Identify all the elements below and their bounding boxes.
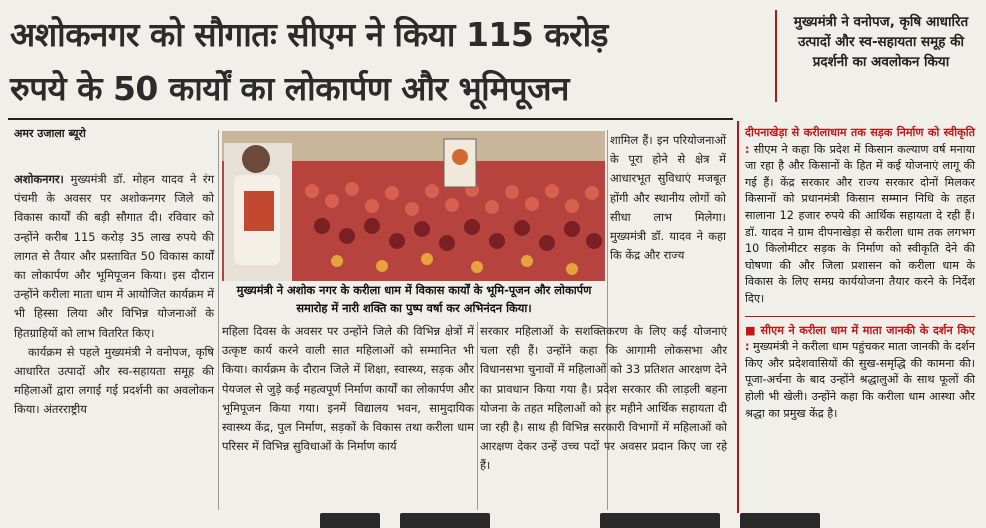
box-subhead-2: सीएम ने करीला धाम में माता जानकी के दर्शन किए : xyxy=(745,323,975,354)
article-column-2: महिला दिवस के अवसर पर उन्होंने जिले की विभिन्न क्षेत्रों में उत्कृष्ट कार्य करने वाली सात महिलाओं को सम्मानित भी किया। कार्यक्रम के दौरान जिले में शिक्षा, स्वास्थ्य, सड़क और पेयजल से जुड़े कई महत्वपूर्ण निर्माण कार्यों का लोकार्पण और भूमिपूजन किया गया। इनमें विद्यालय भवन, सामुदायिक स्वास्थ्य केंद्र, पुल निर्माण, सड़कों के विकास तथा करीला धाम परिसर में विभिन्न सुविधाओं के निर्माण कार्य xyxy=(222,324,474,454)
sidebar-box-content xyxy=(745,125,975,422)
fragment-mark-1 xyxy=(320,513,380,528)
byline: अमर उजाला ब्यूरो xyxy=(14,127,86,140)
column-rule-1 xyxy=(218,130,219,510)
next-headline-fragment xyxy=(0,513,986,528)
side-headline: मुख्यमंत्री ने वनोपज, कृषि आधारित उत्पादों और स्व-सहायता समूह की प्रदर्शनी का अवलोकन किया xyxy=(793,14,969,70)
dateline-place: अशोकनगर। xyxy=(14,172,64,186)
paragraph-1-text: मुख्यमंत्री डॉ. मोहन यादव ने रंग पंचमी के अवसर पर अशोकनगर जिले को विकास कार्यों की बड़ी सौगात दी। रविवार को उन्होंने करीब 115 करोड़ 35 लाख रुपये की लागत से तैयार और प्रस्तावित 50 विकास कार्यों का लोकार्पण और भूमिपूजन किया। इस दौरान उन्होंने करीला माता धाम में आयोजित कार्यक्रम में भी हिस्सा लिया और विभिन्न योजनाओं के हितग्राहियों को लाभ वितरित किए। xyxy=(14,172,214,340)
headline-line-2: रुपये के 50 कार्यों का लोकार्पण और भूमिपूजन xyxy=(10,69,569,108)
headline-line-1: अशोकनगर को सौगातः सीएम ने किया 115 करोड़ xyxy=(10,15,608,54)
column-rule-3 xyxy=(477,322,478,510)
fragment-mark-3 xyxy=(600,513,720,528)
article-column-photo-side: शामिल हैं। इन परियोजनाओं के पूरा होने से क्षेत्र में आधारभूत सुविधाएं मजबूत होंगी और स्थानीय लोगों को सीधा लाभ मिलेगा। मुख्यमंत्री डॉ. यादव ने कहा कि केंद्र और राज्य xyxy=(610,133,726,263)
box-subhead-1: दीपनाखेड़ा से करीलाधाम तक सड़क निर्माण को स्वीकृति : xyxy=(745,126,975,156)
bullet-square-icon: ■ xyxy=(745,323,757,337)
box-paragraph-2 xyxy=(745,323,975,423)
fragment-mark-4 xyxy=(740,513,820,528)
paragraph-2: कार्यक्रम से पहले मुख्यमंत्री ने वनोपज, कृषि आधारित उत्पादों और स्व-सहायता समूह की महिलाओं द्वारा लगाई गई प्रदर्शनी का अवलोकन किया। अंतरराष्ट्रीय xyxy=(14,344,214,417)
headline-divider xyxy=(775,10,777,102)
article-column-1 xyxy=(14,170,214,420)
box-paragraph-2-text: मुख्यमंत्री ने करीला धाम पहुंचकर माता जानकी के दर्शन किए और प्रदेशवासियों की सुख-समृद्धि की कामना की। पूजा-अर्चना के बाद उन्होंने श्रद्धालुओं के साथ फूलों की होली भी खेली। उन्होंने कहा कि करीला धाम आस्था और श्रद्धा का प्रमुख केंद्र है। xyxy=(745,340,975,420)
top-rule xyxy=(8,118,733,120)
photo-caption: मुख्यमंत्री ने अशोक नगर के करीला धाम में विकास कार्यों के भूमि-पूजन और लोकार्पण समारोह में नारी शक्ति का पुष्प वर्षा कर अभिनंदन किया। xyxy=(236,283,592,315)
paragraph-1 xyxy=(14,170,214,343)
sidebar-box xyxy=(737,121,977,513)
box-paragraph-1-text: सीएम ने कहा कि प्रदेश में किसान कल्याण वर्ष मनाया जा रहा है और किसानों के हित में कई योजनाएं लागू की गई हैं। केंद्र सरकार और राज्य सरकार दोनों मिलकर किसानों को प्रधानमंत्री किसान सम्मान निधि के तहत सालाना 12 हजार रुपये की आर्थिक सहायता दे रही हैं। डॉ. यादव ने ग्राम दीपनाखेड़ा से करीला धाम तक लगभग 10 किलोमीटर सड़क के निर्माण को स्वीकृति देने की घोषणा की और जिला प्रशासन को करीला धाम के विकास के लिए समग्र कार्ययोजना तैयार करने के निर्देश दिए। xyxy=(745,142,975,305)
box-separator xyxy=(745,316,975,317)
event-photo xyxy=(222,131,605,281)
fragment-mark-2 xyxy=(400,513,490,528)
box-paragraph-1 xyxy=(745,125,975,308)
main-headline xyxy=(10,8,768,116)
article-column-3: सरकार महिलाओं के सशक्तिकरण के लिए कई योजनाएं चला रही हैं। उन्होंने कहा कि आगामी लोकसभा और विधानसभा चुनावों में महिलाओं को 33 प्रतिशत आरक्षण देने का प्रावधान किया गया है। प्रदेश सरकार की लाड़ली बहना योजना के तहत महिलाओं को हर महीने आर्थिक सहायता दी जा रही है। साथ ही विभिन्न सरकारी विभागों में महिलाओं को आरक्षण देकर उन्हें उच्च पदों पर अवसर प्रदान किए जा रहे हैं। xyxy=(480,324,727,473)
